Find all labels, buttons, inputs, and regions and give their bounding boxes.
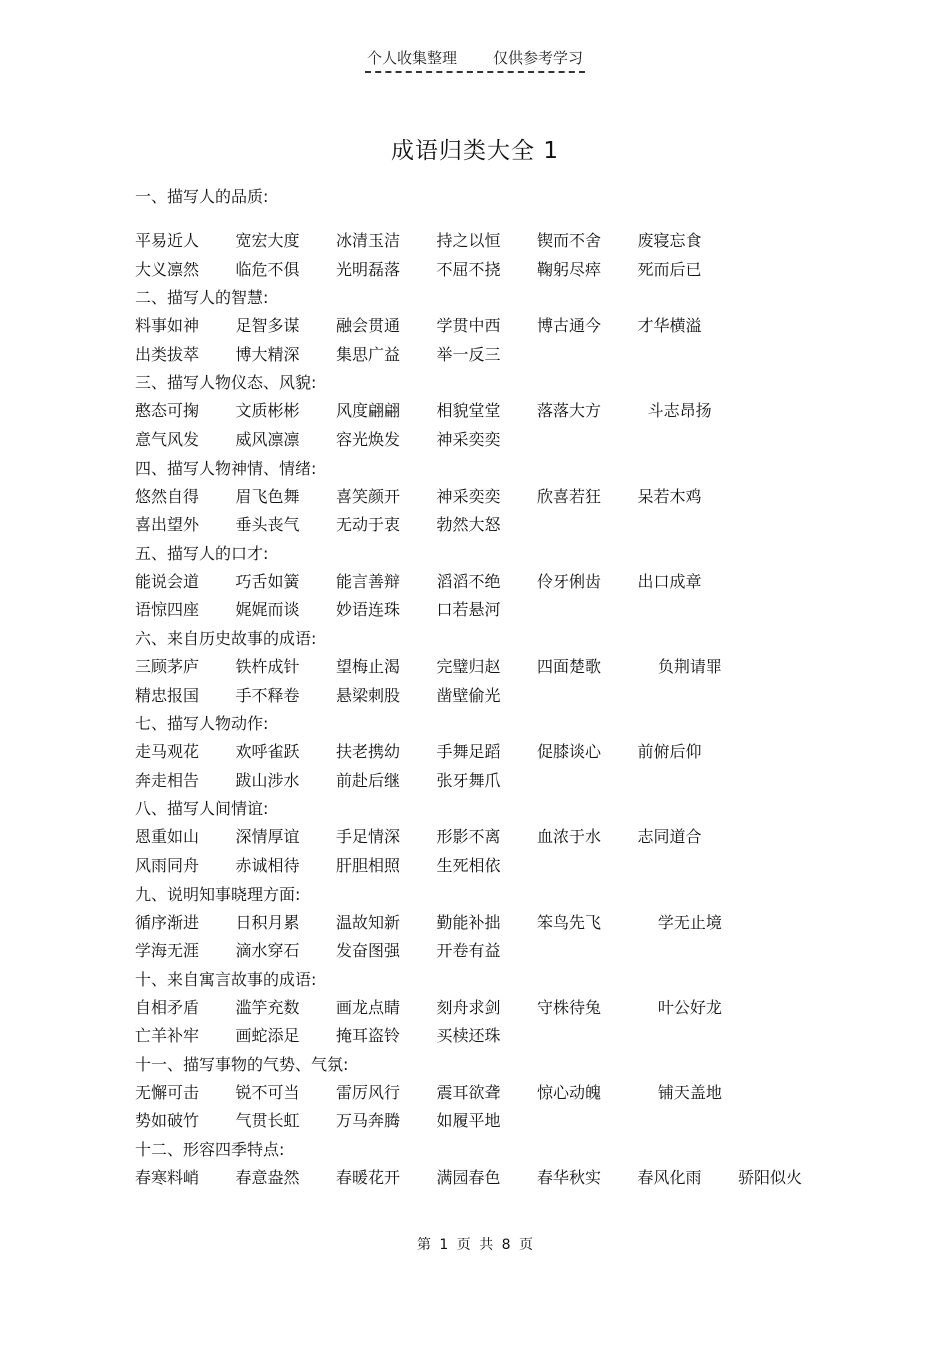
- idiom: 悠然自得: [135, 486, 200, 506]
- idiom: 势如破竹: [135, 1111, 200, 1131]
- idiom: 温故知新: [336, 912, 401, 932]
- idiom: 落落大方: [537, 401, 602, 421]
- idiom: 憨态可掬: [135, 401, 200, 421]
- idiom: 四面楚歌: [537, 656, 602, 676]
- idiom: 斗志昂扬: [637, 401, 712, 421]
- idiom-row: [135, 312, 855, 341]
- idiom: 学贯中西: [436, 316, 501, 336]
- idiom: 买椟还珠: [436, 1026, 501, 1046]
- idiom: 临危不俱: [235, 259, 300, 279]
- idiom: 巧舌如簧: [235, 571, 300, 591]
- idiom: 促膝谈心: [537, 742, 602, 762]
- idiom: 手舞足蹈: [436, 742, 501, 762]
- idiom: 大义凛然: [135, 259, 200, 279]
- idiom: 日积月累: [235, 912, 300, 932]
- idiom-row: [135, 994, 855, 1023]
- idiom: 深情厚谊: [235, 827, 300, 847]
- idiom: 料事如神: [135, 316, 200, 336]
- idiom: 相貌堂堂: [436, 401, 501, 421]
- section-heading: 十一、描写事物的气势、气氛:: [135, 1054, 349, 1074]
- idiom: 宽宏大度: [235, 231, 300, 250]
- idiom: 循序渐进: [135, 912, 200, 932]
- idiom-row: [135, 568, 855, 597]
- section-heading: 三、描写人物仪态、风貌:: [135, 373, 317, 393]
- idiom: 语惊四座: [135, 600, 200, 620]
- idiom: 不屈不挠: [436, 259, 501, 279]
- idiom-row: [135, 738, 855, 767]
- idiom: 春寒料峭: [135, 1168, 200, 1188]
- idiom: 形影不离: [436, 827, 501, 847]
- idiom: 掩耳盗铃: [336, 1026, 401, 1046]
- idiom-row: [135, 682, 855, 711]
- idiom: 春意盎然: [235, 1168, 300, 1188]
- idiom: 威风凛凛: [235, 429, 300, 449]
- idiom: 死而后已: [637, 259, 702, 279]
- idiom: 冰清玉洁: [336, 231, 401, 250]
- idiom: 妙语连珠: [336, 600, 401, 620]
- idiom: 意气风发: [135, 429, 200, 449]
- idiom: 神采奕奕: [436, 486, 501, 506]
- idiom: 出口成章: [637, 571, 702, 591]
- header-right-text: 仅供参考学习: [493, 49, 584, 67]
- idiom: 风度翩翩: [336, 401, 401, 421]
- idiom: 废寝忘食: [637, 231, 702, 250]
- section-heading: 一、描写人的品质:: [135, 187, 269, 206]
- section-heading: 八、描写人间情谊:: [135, 799, 269, 819]
- idiom: 容光焕发: [336, 429, 401, 449]
- idiom: 滔滔不绝: [436, 571, 501, 591]
- idiom: 呆若木鸡: [637, 486, 702, 506]
- idiom-row: [135, 1022, 855, 1051]
- section-heading: 四、描写人物神情、情绪:: [135, 458, 317, 478]
- idiom-row: [135, 256, 855, 285]
- header-left-text: 个人收集整理: [366, 49, 457, 67]
- idiom: 志同道合: [637, 827, 702, 847]
- idiom: 叶公好龙: [637, 997, 722, 1017]
- idiom: 前俯后仰: [637, 742, 702, 762]
- idiom-row: [135, 397, 855, 426]
- idiom: 口若悬河: [436, 600, 501, 620]
- idiom: 三顾茅庐: [135, 656, 200, 676]
- idiom-row: [135, 511, 855, 540]
- idiom: 持之以恒: [436, 231, 501, 250]
- idiom: 赤诚相待: [235, 855, 300, 875]
- idiom-row: [135, 823, 855, 852]
- idiom: 满园春色: [436, 1168, 501, 1188]
- idiom-row: [135, 852, 855, 881]
- idiom: 血浓于水: [537, 827, 602, 847]
- idiom: 无懈可击: [135, 1082, 200, 1102]
- idiom-row: [135, 1079, 855, 1108]
- idiom: 生死相依: [436, 855, 501, 875]
- idiom-row: [135, 767, 855, 796]
- idiom: 春暖花开: [336, 1168, 401, 1188]
- idiom: 亡羊补牢: [135, 1026, 200, 1046]
- idiom: 风雨同舟: [135, 855, 200, 875]
- idiom-row: [135, 426, 855, 455]
- idiom-row: [135, 653, 855, 682]
- idiom: 春风化雨: [637, 1168, 702, 1188]
- idiom: 望梅止渴: [336, 656, 401, 676]
- section-heading: 九、说明知事晓理方面:: [135, 884, 301, 904]
- idiom: 凿壁偷光: [436, 685, 501, 705]
- page-footer: 第 1 页 共 8 页: [416, 1237, 534, 1253]
- idiom: 笨鸟先飞: [537, 912, 602, 932]
- idiom: 守株待兔: [537, 997, 602, 1017]
- idiom: 发奋图强: [336, 941, 401, 961]
- idiom: 光明磊落: [336, 259, 401, 279]
- idiom: 骄阳似火: [738, 1168, 803, 1188]
- idiom: 娓娓而谈: [235, 600, 300, 620]
- idiom: 能说会道: [135, 571, 200, 591]
- idiom: 手不释卷: [235, 685, 300, 705]
- idiom: 博古通今: [537, 316, 602, 336]
- page-header: [0, 48, 950, 73]
- section-heading: 六、来自历史故事的成语:: [135, 628, 317, 648]
- idiom-row: [135, 909, 855, 938]
- idiom-row: [135, 341, 855, 370]
- idiom: 喜出望外: [135, 515, 200, 535]
- idiom: 喜笑颜开: [336, 486, 401, 506]
- idiom-row: [135, 483, 855, 512]
- idiom: 足智多谋: [235, 316, 300, 336]
- idiom: 负荆请罪: [637, 656, 722, 676]
- idiom: 恩重如山: [135, 827, 200, 847]
- section-heading: 二、描写人的智慧:: [135, 288, 269, 308]
- idiom: 欢呼雀跃: [235, 742, 300, 762]
- idiom: 春华秋实: [537, 1168, 602, 1188]
- idiom: 锲而不舍: [537, 231, 602, 250]
- idiom: 气贯长虹: [235, 1111, 300, 1131]
- idiom: 画蛇添足: [235, 1026, 300, 1046]
- idiom: 文质彬彬: [235, 401, 300, 421]
- idiom: 锐不可当: [235, 1082, 300, 1102]
- idiom: 铁杵成针: [235, 656, 300, 676]
- idiom: 如履平地: [436, 1111, 501, 1131]
- idiom: 雷厉风行: [336, 1082, 401, 1102]
- idiom: 博大精深: [235, 344, 300, 364]
- idiom: 学海无涯: [135, 941, 200, 961]
- idiom: 滴水穿石: [235, 941, 300, 961]
- idiom: 刻舟求剑: [436, 997, 501, 1017]
- idiom: 奔走相告: [135, 770, 200, 790]
- idiom: 眉飞色舞: [235, 486, 300, 506]
- idiom: 集思广益: [336, 344, 401, 364]
- idiom: 鞠躬尽瘁: [537, 259, 602, 279]
- document-body: [135, 183, 855, 1193]
- section-heading: 七、描写人物动作:: [135, 714, 269, 734]
- idiom: 无动于衷: [336, 515, 401, 535]
- idiom-row: [135, 227, 855, 256]
- idiom: 前赴后继: [336, 770, 401, 790]
- idiom: 滥竽充数: [235, 997, 300, 1017]
- idiom-row: [135, 1107, 855, 1136]
- idiom: 画龙点睛: [336, 997, 401, 1017]
- idiom: 才华横溢: [637, 316, 702, 336]
- idiom-row: [135, 937, 855, 966]
- idiom: 举一反三: [436, 344, 501, 364]
- idiom: 能言善辩: [336, 571, 401, 591]
- idiom: 融会贯通: [336, 316, 401, 336]
- idiom: 扶老携幼: [336, 742, 401, 762]
- idiom: 张牙舞爪: [436, 770, 501, 790]
- section-heading: 十、来自寓言故事的成语:: [135, 969, 317, 989]
- idiom: 震耳欲聋: [436, 1082, 501, 1102]
- idiom: 肝胆相照: [336, 855, 401, 875]
- idiom: 神采奕奕: [436, 429, 501, 449]
- idiom: 伶牙俐齿: [537, 571, 602, 591]
- idiom: 跋山涉水: [235, 770, 300, 790]
- idiom: 欣喜若狂: [537, 486, 602, 506]
- idiom: 惊心动魄: [537, 1082, 602, 1102]
- idiom: 精忠报国: [135, 685, 200, 705]
- document-title: 成语归类大全 1: [391, 138, 559, 164]
- idiom-row: [135, 596, 855, 625]
- idiom: 学无止境: [637, 912, 722, 932]
- header-underline: [365, 48, 585, 73]
- idiom-row: [135, 1164, 855, 1193]
- idiom: 开卷有益: [436, 941, 501, 961]
- idiom: 悬梁刺股: [336, 685, 401, 705]
- idiom: 自相矛盾: [135, 997, 200, 1017]
- idiom: 勤能补拙: [436, 912, 501, 932]
- idiom: 出类拔萃: [135, 344, 200, 364]
- section-heading: 十二、形容四季特点:: [135, 1140, 285, 1160]
- idiom: 垂头丧气: [235, 515, 300, 535]
- idiom: 手足情深: [336, 827, 401, 847]
- section-heading: 五、描写人的口才:: [135, 543, 269, 563]
- idiom: 万马奔腾: [336, 1111, 401, 1131]
- idiom: 完璧归赵: [436, 656, 501, 676]
- idiom: 平易近人: [135, 231, 200, 250]
- idiom: 铺天盖地: [637, 1082, 722, 1102]
- idiom: 走马观花: [135, 742, 200, 762]
- idiom: 勃然大怒: [436, 515, 501, 535]
